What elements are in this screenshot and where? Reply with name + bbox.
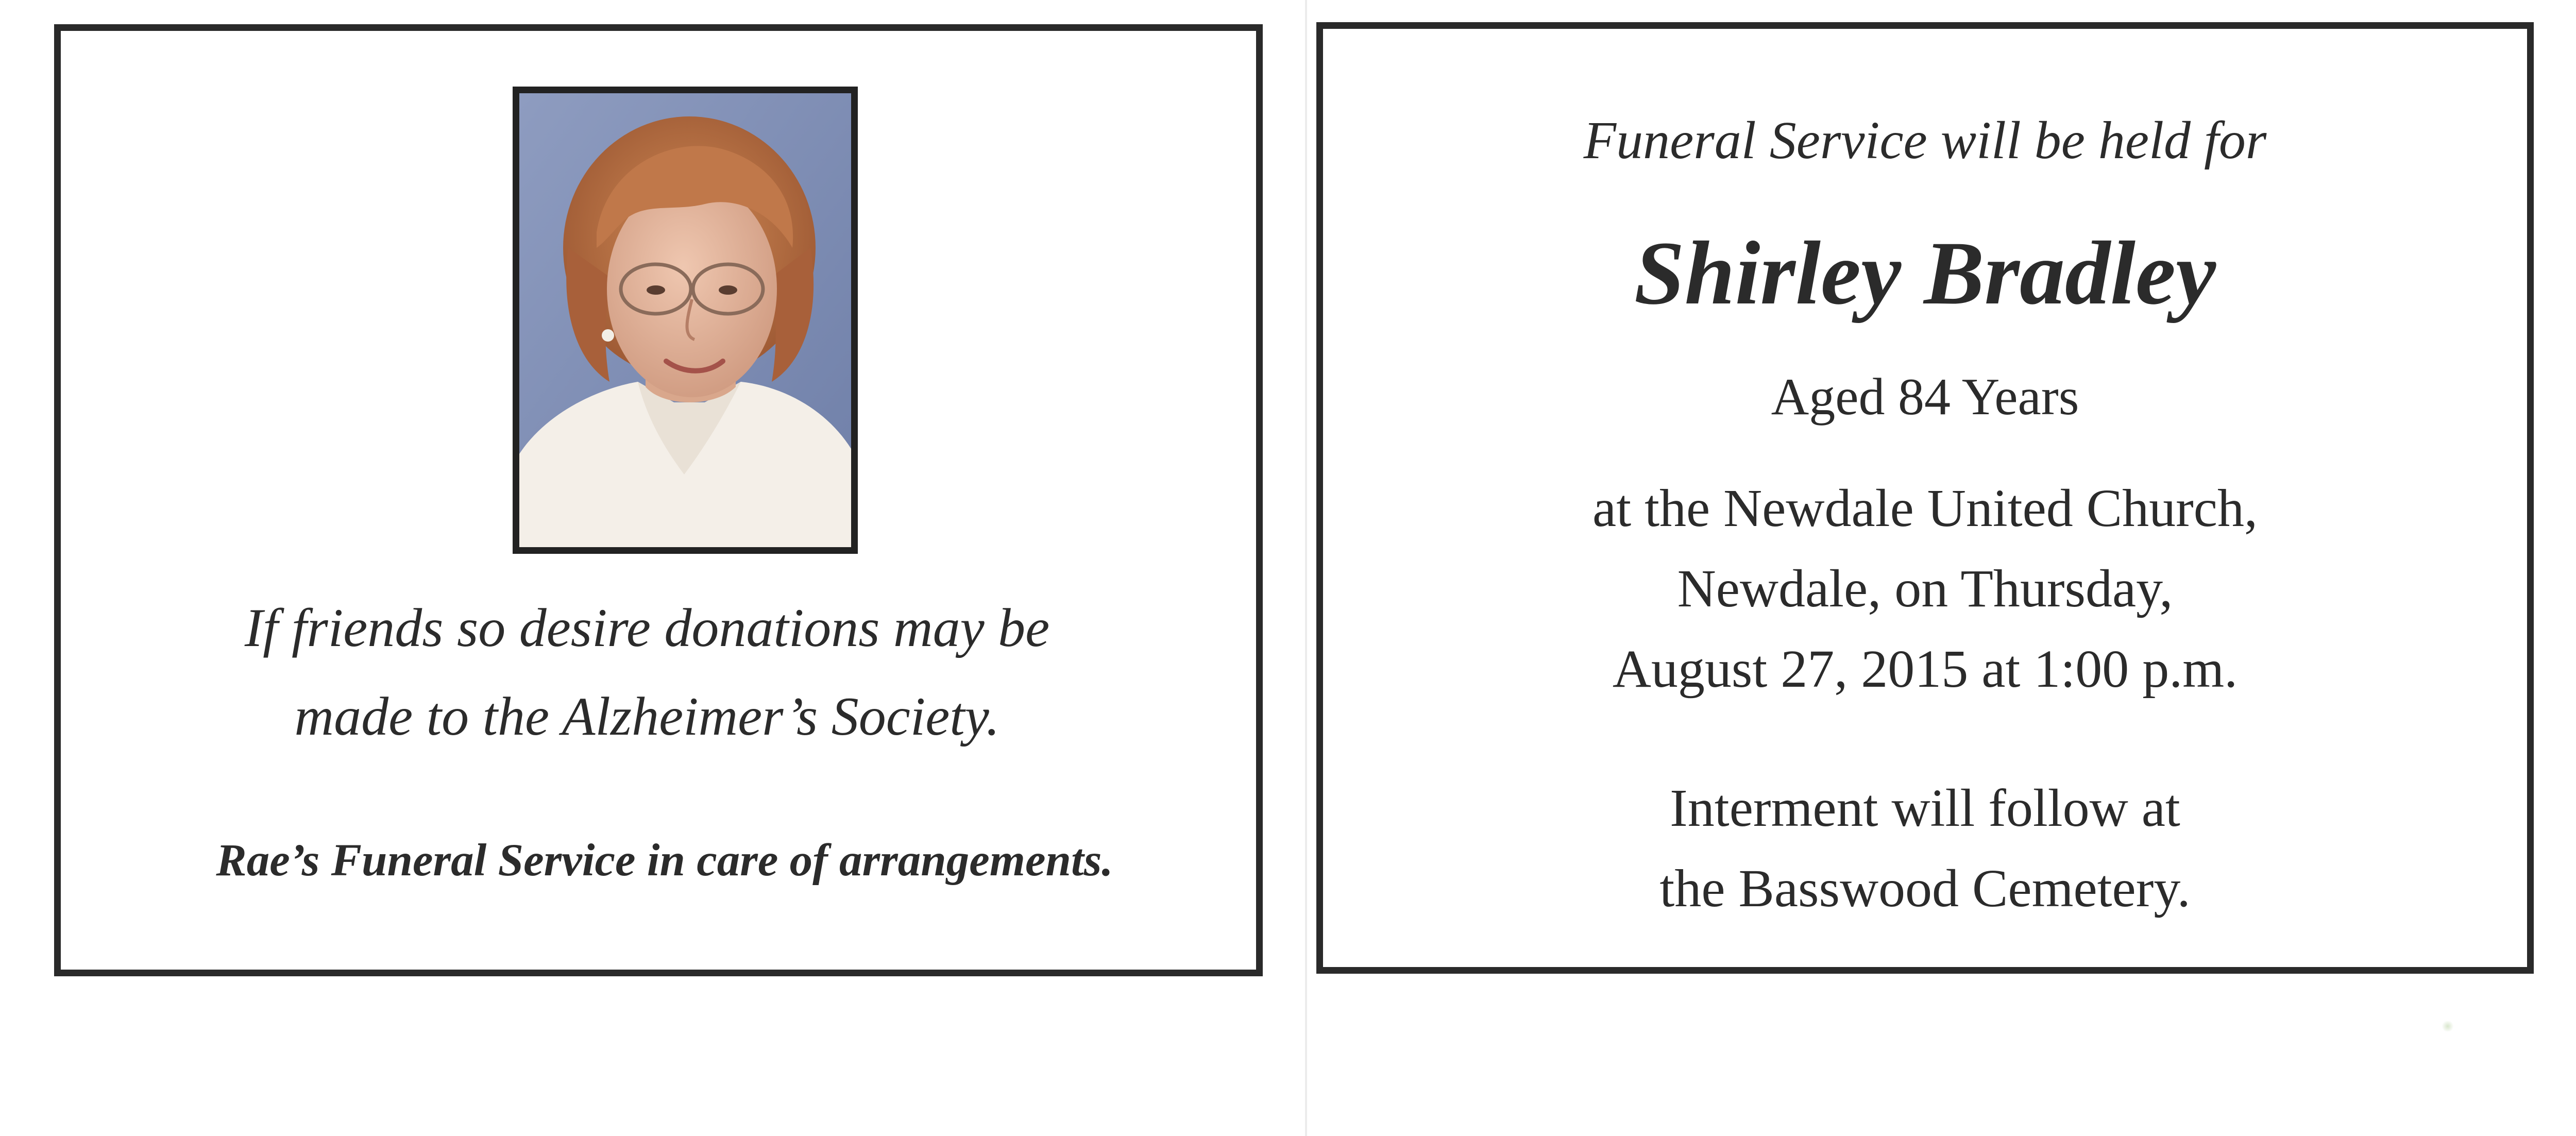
arrangements-note: Rae’s Funeral Service in care of arrangements. <box>216 835 1113 886</box>
deceased-name: Shirley Bradley <box>1634 223 2216 324</box>
venue-line-3: August 27, 2015 at 1:00 p.m. <box>1612 639 2238 699</box>
service-intro: Funeral Service will be held for <box>1583 111 2267 170</box>
interment-line-1: Interment will follow at <box>1670 778 2180 838</box>
paper-speck <box>2441 1021 2454 1031</box>
portrait-photo <box>513 87 858 554</box>
left-panel <box>54 24 1263 976</box>
service-venue <box>1323 468 2527 709</box>
venue-line-1: at the Newdale United Church, <box>1592 479 2258 538</box>
interment-note <box>1323 768 2527 929</box>
donations-line-1: If friends so desire donations may be <box>244 598 1050 658</box>
deceased-age: Aged 84 Years <box>1771 368 2079 426</box>
donations-note <box>49 584 1245 761</box>
right-panel <box>1316 22 2534 974</box>
donations-line-2: made to the Alzheimer’s Society. <box>294 686 1000 747</box>
venue-line-2: Newdale, on Thursday, <box>1677 559 2173 618</box>
interment-line-2: the Basswood Cemetery. <box>1659 859 2191 918</box>
portrait-illustration <box>519 93 851 547</box>
card-fold-line <box>1305 0 1307 1136</box>
